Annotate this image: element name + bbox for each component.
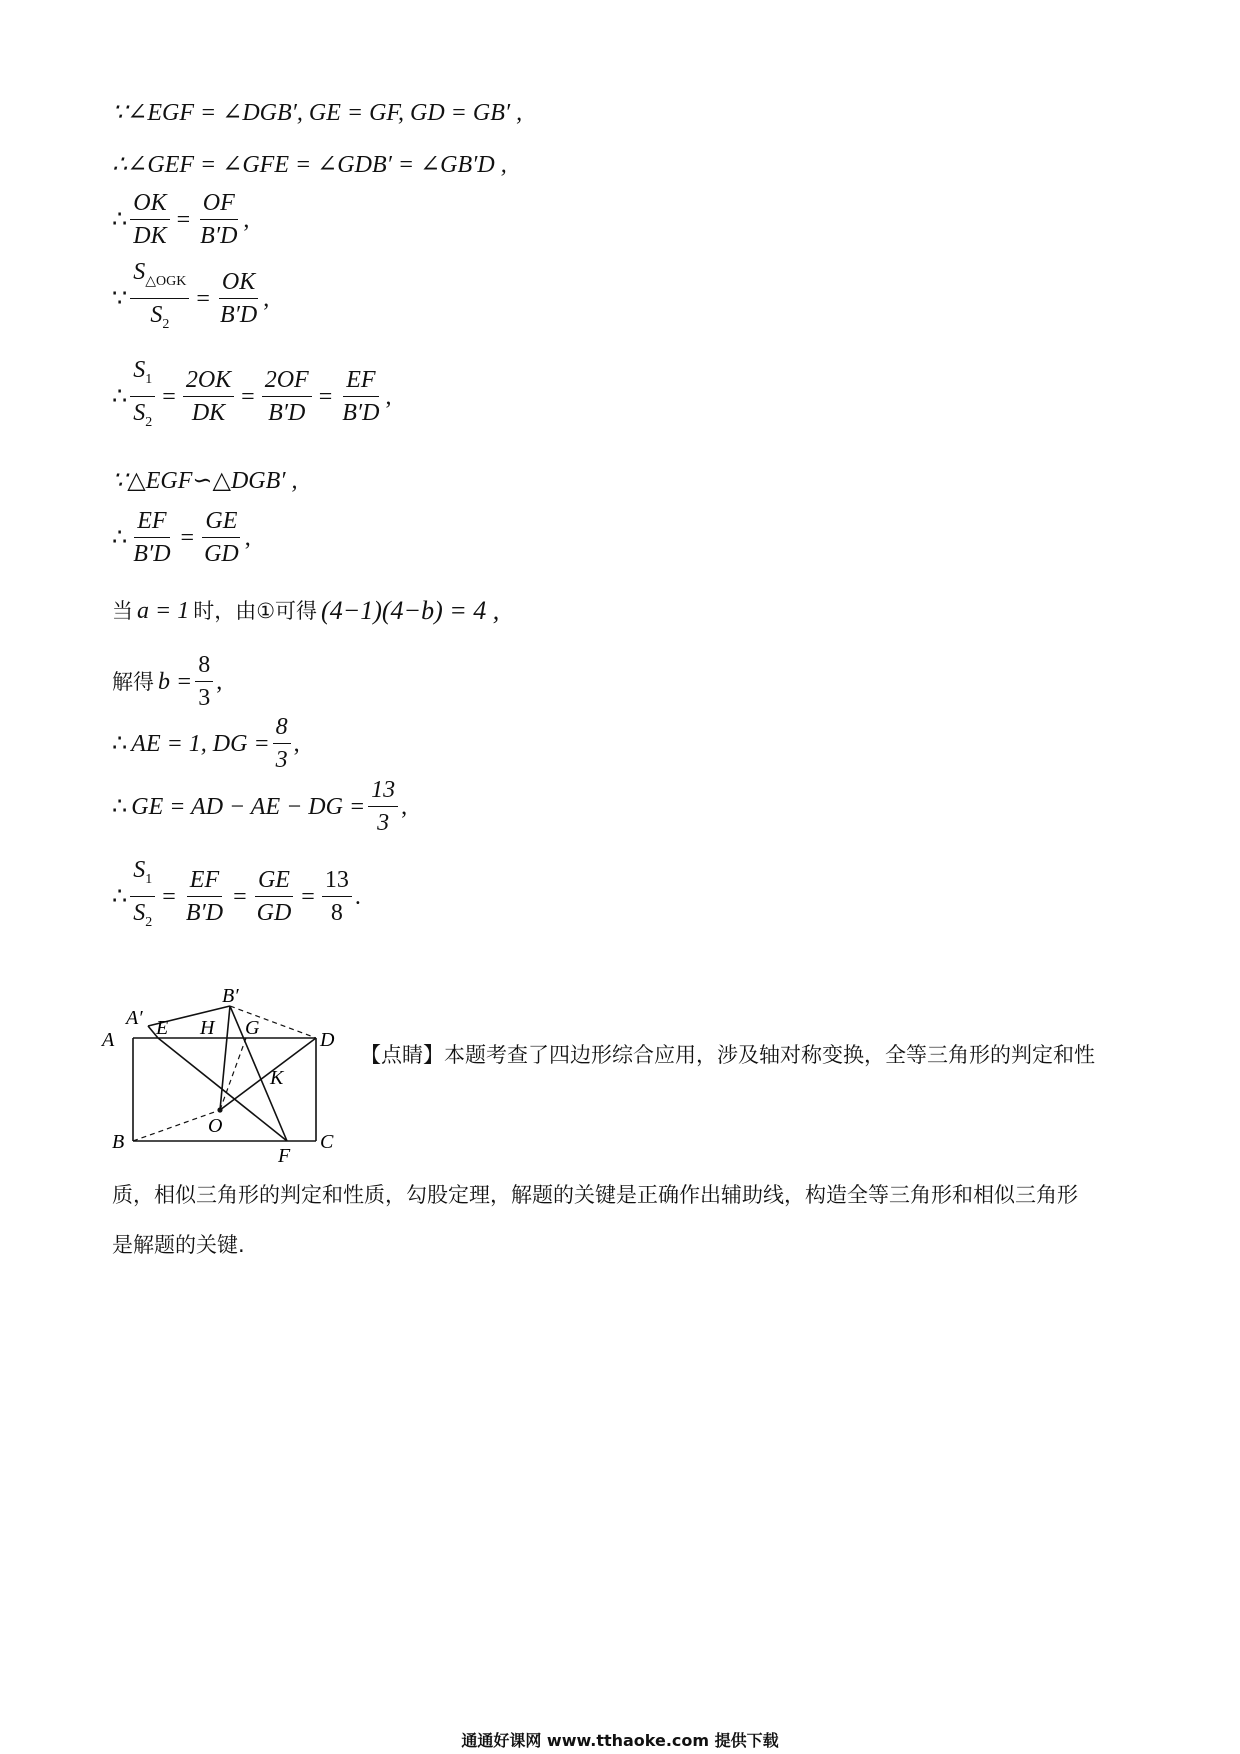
- fraction: $\frac{S_1}{S_2}$: [130, 355, 155, 438]
- step-6-text: ∵△EGF∽△DGB′ ,: [112, 468, 298, 494]
- step-1-text: ∵∠EGF = ∠DGB′, GE = GF, GD = GB′ ,: [112, 100, 523, 126]
- fraction: $\frac{S_1}{S_2}$: [130, 855, 155, 938]
- step-7: ∴ $\frac{EF}{B'D}$ = $\frac{GE}{GD}$ ,: [112, 508, 251, 567]
- edge-OD: [220, 1038, 316, 1110]
- fraction: $\frac{13}{3}$: [368, 775, 398, 838]
- step-9: 解得 b = $\frac{8}{3}$ ,: [112, 652, 223, 711]
- dashed-BpD: [230, 1006, 316, 1038]
- label-H: H: [200, 1017, 215, 1039]
- label-F: F: [278, 1145, 291, 1167]
- step-1: [112, 98, 522, 128]
- step-2-text: ∴∠GEF = ∠GFE = ∠GDB′ = ∠GB′D ,: [112, 152, 507, 178]
- step-6: [112, 466, 298, 496]
- step-4: ∵ $\frac{S_{\triangle OGK}}{S_2}$ = $\frac{OK}{B'D}$ ,: [112, 257, 269, 340]
- label-G: G: [245, 1017, 260, 1039]
- note-line-2: 质，相似三角形的判定和性质，勾股定理，解题的关键是正确作出辅助线，构造全等三角形和相似三角形: [112, 1183, 1078, 1207]
- fraction: $\frac{GE}{GD}$: [204, 508, 239, 567]
- fraction: $\frac{OF}{B'D}$: [200, 190, 238, 249]
- step-5: ∴ $\frac{S_1}{S_2}$ = $\frac{2OK}{DK}$ = $\frac{2OF}{B'D}$ = $\frac{EF}{B'D}$ ,: [112, 355, 392, 438]
- label-A: A: [102, 1029, 115, 1051]
- label-D: D: [320, 1029, 335, 1051]
- fraction: $\frac{8}{3}$: [195, 650, 213, 713]
- dashed-BO: [133, 1110, 223, 1141]
- fraction: $\frac{13}{8}$: [322, 865, 352, 928]
- fraction: $\frac{EF}{B'D}$: [133, 508, 171, 567]
- note-line-1: 【点睛】本题考查了四边形综合应用，涉及轴对称变换，全等三角形的判定和性: [360, 1043, 1095, 1067]
- label-Ap: A′: [126, 1007, 143, 1029]
- page-footer: 通通好课网 www.tthaoke.com 提供下载: [461, 1731, 779, 1750]
- point-O: [217, 1107, 222, 1112]
- step-2: [112, 150, 507, 180]
- label-B: B: [112, 1131, 125, 1153]
- fraction: $\frac{S_{\triangle OGK}}{S_2}$: [130, 257, 189, 340]
- geometry-diagram: [100, 950, 340, 1167]
- fraction: $\frac{OK}{DK}$: [130, 188, 169, 251]
- step-11: ∴ GE = AD − AE − DG = $\frac{13}{3}$ ,: [112, 777, 408, 836]
- fraction: $\frac{8}{3}$: [273, 712, 291, 775]
- fraction: $\frac{EF}{B'D}$: [342, 367, 380, 426]
- label-O: O: [208, 1115, 223, 1137]
- step-12: ∴ $\frac{S_1}{S_2}$ = $\frac{EF}{B'D}$ = $\frac{GE}{GD}$ = $\frac{13}{8}$ .: [112, 855, 361, 938]
- step-3: ∴ $\frac{OK}{DK}$ = $\frac{OF}{B'D}$ ,: [112, 190, 250, 249]
- fraction: $\frac{OK}{B'D}$: [219, 269, 258, 328]
- fraction: $\frac{GE}{GD}$: [256, 867, 292, 926]
- fraction: $\frac{2OK}{DK}$: [183, 365, 234, 428]
- label-E: E: [156, 1017, 169, 1039]
- fraction: $\frac{2OF}{B'D}$: [262, 365, 312, 428]
- fraction: $\frac{EF}{B'D}$: [185, 867, 224, 926]
- note-line-3: 是解题的关键.: [112, 1233, 245, 1257]
- label-K: K: [270, 1067, 284, 1089]
- label-Bp: B′: [222, 985, 239, 1007]
- step-8: 当 a = 1 时，由①可得 (4−1)(4−b) = 4 ,: [112, 596, 500, 625]
- step-10: ∴ AE = 1, DG = $\frac{8}{3}$ ,: [112, 714, 300, 773]
- label-C: C: [320, 1131, 334, 1153]
